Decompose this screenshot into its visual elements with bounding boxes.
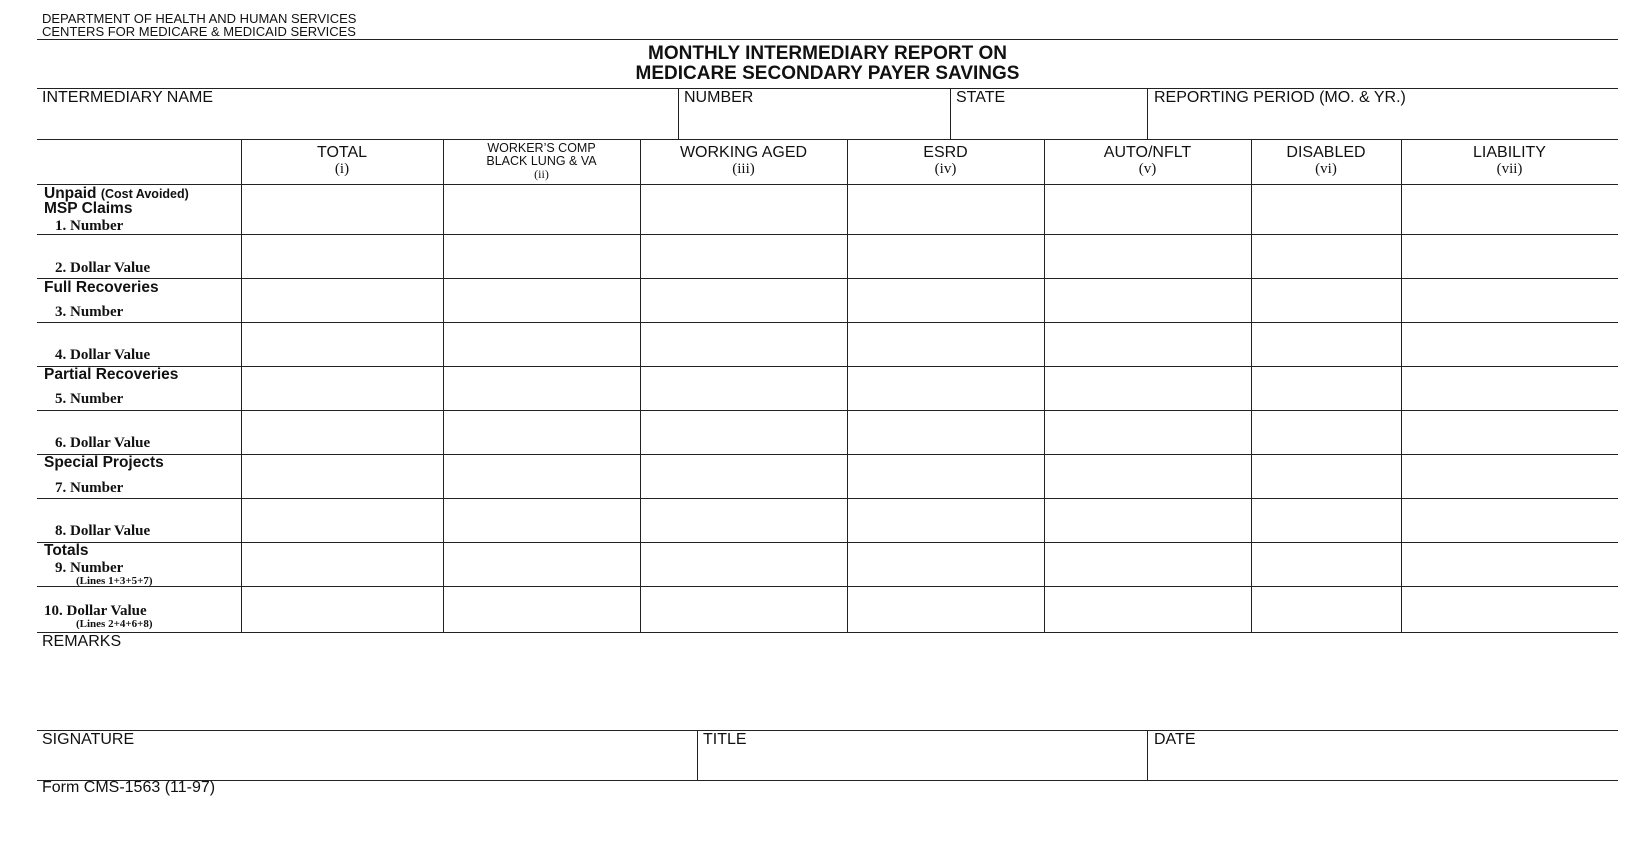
data-cell[interactable] [1403, 412, 1617, 453]
column-numeral: (i) [334, 161, 350, 177]
row-rule [37, 410, 1618, 411]
row-rule [37, 278, 1618, 279]
data-cell[interactable] [243, 280, 442, 321]
column-header-working-aged [640, 145, 847, 177]
column-header-workers-comp [443, 142, 640, 180]
data-cell[interactable] [849, 588, 1043, 631]
data-cell[interactable] [1046, 544, 1250, 585]
column-title: TOTAL [316, 144, 368, 161]
title-field[interactable] [698, 731, 1147, 780]
data-cell[interactable] [849, 412, 1043, 453]
column-numeral: (v) [1138, 161, 1157, 177]
data-cell[interactable] [1403, 324, 1617, 365]
row-rule [37, 454, 1618, 455]
data-cell[interactable] [1403, 236, 1617, 277]
data-cell[interactable] [642, 186, 846, 233]
data-cell[interactable] [243, 236, 442, 277]
data-cell[interactable] [642, 588, 846, 631]
column-title: WORKING AGED [679, 144, 808, 161]
data-cell[interactable] [642, 368, 846, 409]
row-label: 8. Dollar Value [55, 523, 151, 539]
data-cell[interactable] [849, 368, 1043, 409]
remarks-label: REMARKS [42, 633, 122, 650]
data-cell[interactable] [445, 500, 639, 541]
data-cell[interactable] [445, 456, 639, 497]
data-cell[interactable] [243, 456, 442, 497]
row-label: 10. Dollar Value [44, 603, 147, 619]
data-cell[interactable] [1403, 280, 1617, 321]
data-cell[interactable] [445, 186, 639, 233]
column-numeral: (vii) [1496, 161, 1523, 177]
data-cell[interactable] [1046, 280, 1250, 321]
form-number: Form CMS-1563 (11-97) [42, 779, 216, 796]
number-field[interactable] [679, 89, 950, 139]
data-cell[interactable] [849, 280, 1043, 321]
data-cell[interactable] [445, 236, 639, 277]
section-note: (Cost Avoided) [100, 187, 189, 201]
data-cell[interactable] [445, 588, 639, 631]
section-title: Unpaid [44, 185, 97, 202]
column-title-line-1: WORKER’S COMP [487, 141, 596, 155]
column-divider [640, 140, 641, 632]
data-cell[interactable] [445, 412, 639, 453]
data-cell[interactable] [642, 236, 846, 277]
row-rule [37, 498, 1618, 499]
data-cell[interactable] [1253, 544, 1400, 585]
row-rule [37, 542, 1618, 543]
row-label: 5. Number [55, 391, 124, 407]
data-cell[interactable] [849, 324, 1043, 365]
data-cell[interactable] [1046, 368, 1250, 409]
data-cell[interactable] [1253, 500, 1400, 541]
column-divider [1044, 140, 1045, 632]
section-special-title: Special Projects [44, 454, 164, 471]
date-label: DATE [1154, 731, 1196, 748]
data-cell[interactable] [1253, 456, 1400, 497]
data-cell[interactable] [1253, 368, 1400, 409]
reporting-period-label: REPORTING PERIOD (MO. & YR.) [1154, 89, 1406, 106]
rule-bottom [37, 780, 1618, 781]
data-cell[interactable] [1046, 412, 1250, 453]
signature-field[interactable] [37, 731, 697, 780]
data-cell[interactable] [1403, 588, 1617, 631]
rule-top [37, 39, 1618, 40]
data-cell[interactable] [445, 280, 639, 321]
data-cell[interactable] [849, 186, 1043, 233]
state-field[interactable] [951, 89, 1147, 139]
agency-line-1: DEPARTMENT OF HEALTH AND HUMAN SERVICES [42, 11, 357, 26]
column-header-auto-nflt [1044, 145, 1251, 177]
section-totals-title: Totals [44, 542, 89, 559]
column-divider [847, 140, 848, 632]
section-full-title: Full Recoveries [44, 279, 159, 296]
title-label: TITLE [703, 731, 747, 748]
data-cell[interactable] [1403, 500, 1617, 541]
row-rule [37, 322, 1618, 323]
data-cell[interactable] [1046, 324, 1250, 365]
section-unpaid-subtitle: MSP Claims [44, 200, 133, 217]
column-divider [1251, 140, 1252, 632]
intermediary-name-label: INTERMEDIARY NAME [42, 89, 213, 106]
column-title: ESRD [923, 144, 968, 161]
data-cell[interactable] [1046, 588, 1250, 631]
row-sublabel: (Lines 1+3+5+7) [76, 575, 153, 587]
data-cell[interactable] [1403, 368, 1617, 409]
data-cell[interactable] [1046, 236, 1250, 277]
row-rule [37, 234, 1618, 235]
row-label: 6. Dollar Value [55, 435, 151, 451]
column-header-liability [1401, 145, 1618, 177]
data-cell[interactable] [1046, 500, 1250, 541]
data-cell[interactable] [243, 186, 442, 233]
data-cell[interactable] [642, 544, 846, 585]
data-cell[interactable] [642, 280, 846, 321]
row-sublabel: (Lines 2+4+6+8) [76, 618, 153, 630]
section-partial-title: Partial Recoveries [44, 366, 179, 383]
data-cell[interactable] [642, 456, 846, 497]
data-cell[interactable] [1403, 456, 1617, 497]
column-title-line-2: BLACK LUNG & VA [486, 154, 597, 168]
data-cell[interactable] [445, 544, 639, 585]
title-line-2: MEDICARE SECONDARY PAYER SAVINGS [635, 63, 1020, 84]
column-numeral: (vi) [1315, 161, 1337, 177]
reporting-period-field[interactable] [1148, 89, 1618, 139]
data-cell[interactable] [1253, 324, 1400, 365]
column-numeral: (ii) [534, 167, 549, 181]
data-cell[interactable] [243, 324, 442, 365]
number-label: NUMBER [684, 89, 754, 106]
column-divider [241, 140, 242, 632]
data-cell[interactable] [1253, 280, 1400, 321]
row-label: 9. Number [55, 560, 124, 576]
column-numeral: (iv) [934, 161, 957, 177]
data-cell[interactable] [445, 368, 639, 409]
column-numeral: (iii) [732, 161, 755, 177]
remarks-field[interactable] [37, 652, 1618, 728]
column-divider [443, 140, 444, 632]
data-cell[interactable] [1046, 456, 1250, 497]
data-cell[interactable] [849, 456, 1043, 497]
state-label: STATE [956, 89, 1006, 106]
data-cell[interactable] [1403, 186, 1617, 233]
data-cell[interactable] [1253, 588, 1400, 631]
rule-table-top [37, 139, 1618, 140]
data-cell[interactable] [243, 588, 442, 631]
column-title: LIABILITY [1473, 144, 1546, 161]
data-cell[interactable] [642, 500, 846, 541]
data-cell[interactable] [243, 368, 442, 409]
rule-table-bottom [37, 632, 1618, 633]
row-label: 1. Number [55, 218, 124, 234]
data-cell[interactable] [849, 236, 1043, 277]
date-field[interactable] [1148, 731, 1618, 780]
row-label: 7. Number [55, 480, 124, 496]
data-cell[interactable] [642, 412, 846, 453]
row-label: 2. Dollar Value [55, 260, 151, 276]
data-cell[interactable] [243, 500, 442, 541]
intermediary-name-field[interactable] [37, 89, 678, 139]
row-rule [37, 586, 1618, 587]
column-header-esrd [847, 145, 1044, 177]
data-cell[interactable] [642, 324, 846, 365]
data-cell[interactable] [1046, 186, 1250, 233]
data-cell[interactable] [1253, 186, 1400, 233]
row-label: 3. Number [55, 304, 124, 320]
title-line-1: MONTHLY INTERMEDIARY REPORT ON [648, 43, 1007, 64]
row-rule [37, 366, 1618, 367]
column-header-total [241, 145, 443, 177]
column-header-disabled [1251, 145, 1401, 177]
data-cell[interactable] [849, 544, 1043, 585]
agency-header [42, 12, 356, 38]
rule-header-bottom [37, 184, 1618, 185]
column-title: DISABLED [1286, 144, 1366, 161]
signature-label: SIGNATURE [42, 731, 135, 748]
data-cell[interactable] [445, 324, 639, 365]
page-title [37, 44, 1618, 84]
row-label: 4. Dollar Value [55, 347, 151, 363]
data-cell[interactable] [243, 544, 442, 585]
agency-line-2: CENTERS FOR MEDICARE & MEDICAID SERVICES [42, 24, 356, 39]
column-title: AUTO/NFLT [1103, 144, 1192, 161]
data-cell[interactable] [849, 500, 1043, 541]
data-cell[interactable] [1253, 412, 1400, 453]
data-cell[interactable] [1253, 236, 1400, 277]
column-divider [1401, 140, 1402, 632]
data-cell[interactable] [243, 412, 442, 453]
data-cell[interactable] [1403, 544, 1617, 585]
